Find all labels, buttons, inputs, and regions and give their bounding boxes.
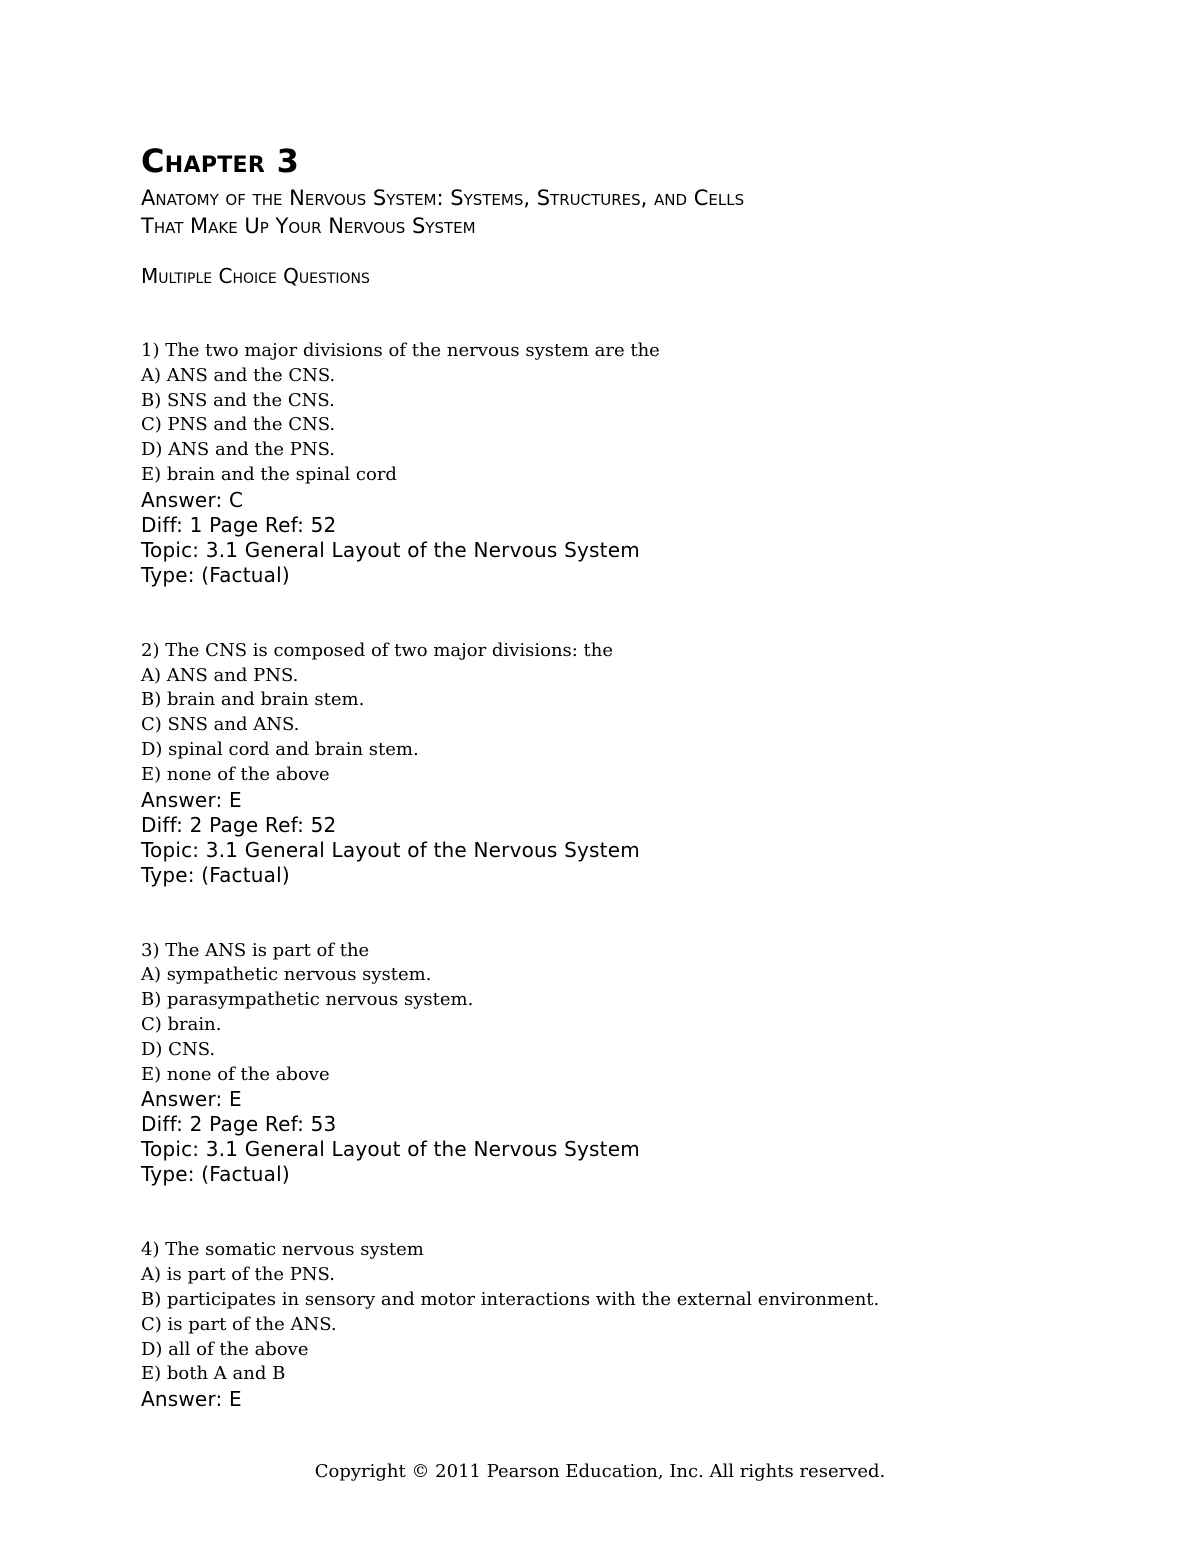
answer-option: A) sympathetic nervous system. (141, 964, 432, 986)
answer-option: A) ANS and the CNS. (141, 364, 336, 386)
difficulty-page-ref: Diff: 2 Page Ref: 53 (141, 1112, 337, 1137)
answer-option: D) spinal cord and brain stem. (141, 738, 419, 760)
question-stem: 4) The somatic nervous system (141, 1239, 424, 1261)
answer-option: D) CNS. (141, 1038, 216, 1060)
answer-option: C) is part of the ANS. (141, 1313, 337, 1335)
answer-key: Answer: E (141, 1387, 242, 1412)
answer-option: C) SNS and ANS. (141, 714, 300, 736)
answer-option: B) parasympathetic nervous system. (141, 989, 474, 1011)
question-3 (141, 939, 1121, 1188)
chapter-title: Chapter 3 (141, 142, 300, 180)
question-stem: 3) The ANS is part of the (141, 939, 370, 961)
answer-key: Answer: E (141, 1087, 242, 1112)
chapter-subtitle-line-1: Anatomy of the Nervous System: Systems, Structures, and Cells (141, 186, 745, 210)
answer-option: B) brain and brain stem. (141, 689, 365, 711)
answer-key: Answer: E (141, 787, 242, 812)
answer-option: E) brain and the spinal cord (141, 463, 397, 485)
answer-option: A) ANS and PNS. (141, 664, 299, 686)
question-type: Type: (Factual) (141, 562, 290, 587)
answer-option: C) brain. (141, 1013, 222, 1035)
answer-option: A) is part of the PNS. (141, 1264, 335, 1286)
answer-option: D) all of the above (141, 1338, 309, 1360)
topic: Topic: 3.1 General Layout of the Nervous System (141, 537, 640, 562)
page-content (141, 142, 1121, 1412)
difficulty-page-ref: Diff: 2 Page Ref: 52 (141, 812, 337, 837)
answer-option: E) both A and B (141, 1363, 286, 1385)
question-type: Type: (Factual) (141, 1162, 290, 1187)
question-stem: 2) The CNS is composed of two major divisions: the (141, 639, 614, 661)
answer-option: E) none of the above (141, 1063, 330, 1085)
question-type: Type: (Factual) (141, 862, 290, 887)
answer-option: B) participates in sensory and motor interactions with the external environment. (141, 1288, 880, 1310)
topic: Topic: 3.1 General Layout of the Nervous System (141, 1137, 640, 1162)
answer-option: B) SNS and the CNS. (141, 389, 335, 411)
answer-option: D) ANS and the PNS. (141, 439, 336, 461)
difficulty-page-ref: Diff: 1 Page Ref: 52 (141, 512, 337, 537)
answer-option: C) PNS and the CNS. (141, 414, 336, 436)
answer-option: E) none of the above (141, 763, 330, 785)
section-heading: Multiple Choice Questions (141, 264, 370, 288)
question-2 (141, 639, 1121, 888)
question-4 (141, 1238, 1121, 1412)
chapter-subtitle-line-2: That Make Up Your Nervous System (141, 214, 476, 238)
question-stem: 1) The two major divisions of the nervous system are the (141, 340, 660, 361)
topic: Topic: 3.1 General Layout of the Nervous System (141, 837, 640, 862)
copyright-footer: Copyright © 2011 Pearson Education, Inc. All rights reserved. (314, 1461, 886, 1482)
chapter-subtitle (141, 184, 1121, 240)
answer-key: Answer: C (141, 487, 244, 512)
question-1 (141, 339, 1121, 588)
